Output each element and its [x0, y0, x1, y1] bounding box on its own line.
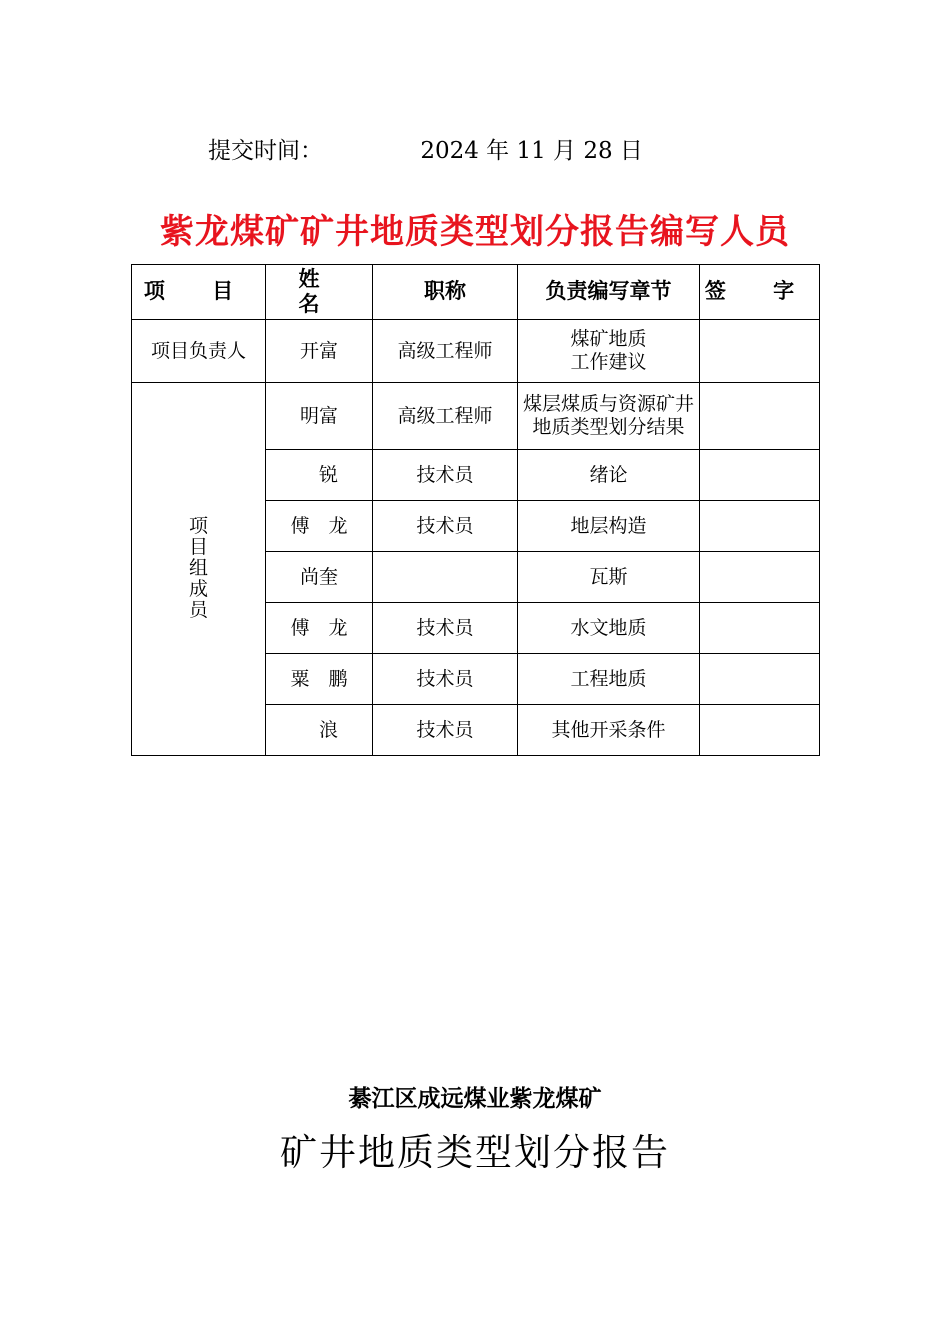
submit-date: 2024 年 11 月 28 日 [420, 138, 643, 164]
member-chapter: 地层构造 [518, 501, 700, 552]
member-sign [700, 383, 820, 450]
member-sign [700, 603, 820, 654]
member-chapter: 水文地质 [518, 603, 700, 654]
header-role: 项 目 [132, 265, 266, 320]
group-label-cell [132, 383, 266, 756]
member-chapter: 绪论 [518, 450, 700, 501]
submit-time-line [208, 132, 643, 165]
footer-report-title: 矿井地质类型划分报告 [280, 1131, 670, 1174]
member-sign [700, 552, 820, 603]
staff-table [131, 264, 820, 756]
member-chapter: 瓦斯 [518, 552, 700, 603]
member-title: 技术员 [373, 501, 518, 552]
member-title: 高级工程师 [373, 383, 518, 450]
member-sign [700, 450, 820, 501]
member-name: 傅 龙 [266, 501, 373, 552]
table-row-lead [132, 320, 820, 383]
member-chapter: 工程地质 [518, 654, 700, 705]
member-title [373, 552, 518, 603]
lead-name: 开富 [266, 320, 373, 383]
member-title: 技术员 [373, 450, 518, 501]
table-header-row [132, 265, 820, 320]
member-chapter: 煤层煤质与资源矿井地质类型划分结果 [518, 383, 700, 450]
header-name: 姓 名 [266, 265, 373, 320]
member-title: 技术员 [373, 603, 518, 654]
header-sign: 签 字 [700, 265, 820, 320]
header-title: 职称 [373, 265, 518, 320]
table-row [132, 383, 820, 450]
header-chapter: 负责编写章节 [518, 265, 700, 320]
member-name: 锐 [266, 450, 373, 501]
member-chapter: 其他开采条件 [518, 705, 700, 756]
member-sign [700, 501, 820, 552]
member-name: 尚奎 [266, 552, 373, 603]
submit-time-label: 提交时间： [208, 138, 323, 164]
lead-role: 项目负责人 [132, 320, 266, 383]
member-name: 粟 鹏 [266, 654, 373, 705]
lead-sign [700, 320, 820, 383]
member-name: 傅 龙 [266, 603, 373, 654]
group-label: 项目组成员 [188, 515, 208, 621]
member-name: 浪 [266, 705, 373, 756]
footer-organization: 綦江区成远煤业紫龙煤矿 [348, 1086, 602, 1112]
member-title: 技术员 [373, 705, 518, 756]
lead-chapter: 煤矿地质 工作建议 [518, 320, 700, 383]
member-title: 技术员 [373, 654, 518, 705]
member-name: 明富 [266, 383, 373, 450]
member-sign [700, 654, 820, 705]
lead-title: 高级工程师 [373, 320, 518, 383]
page-title: 紫龙煤矿矿井地质类型划分报告编写人员 [160, 212, 790, 252]
member-sign [700, 705, 820, 756]
